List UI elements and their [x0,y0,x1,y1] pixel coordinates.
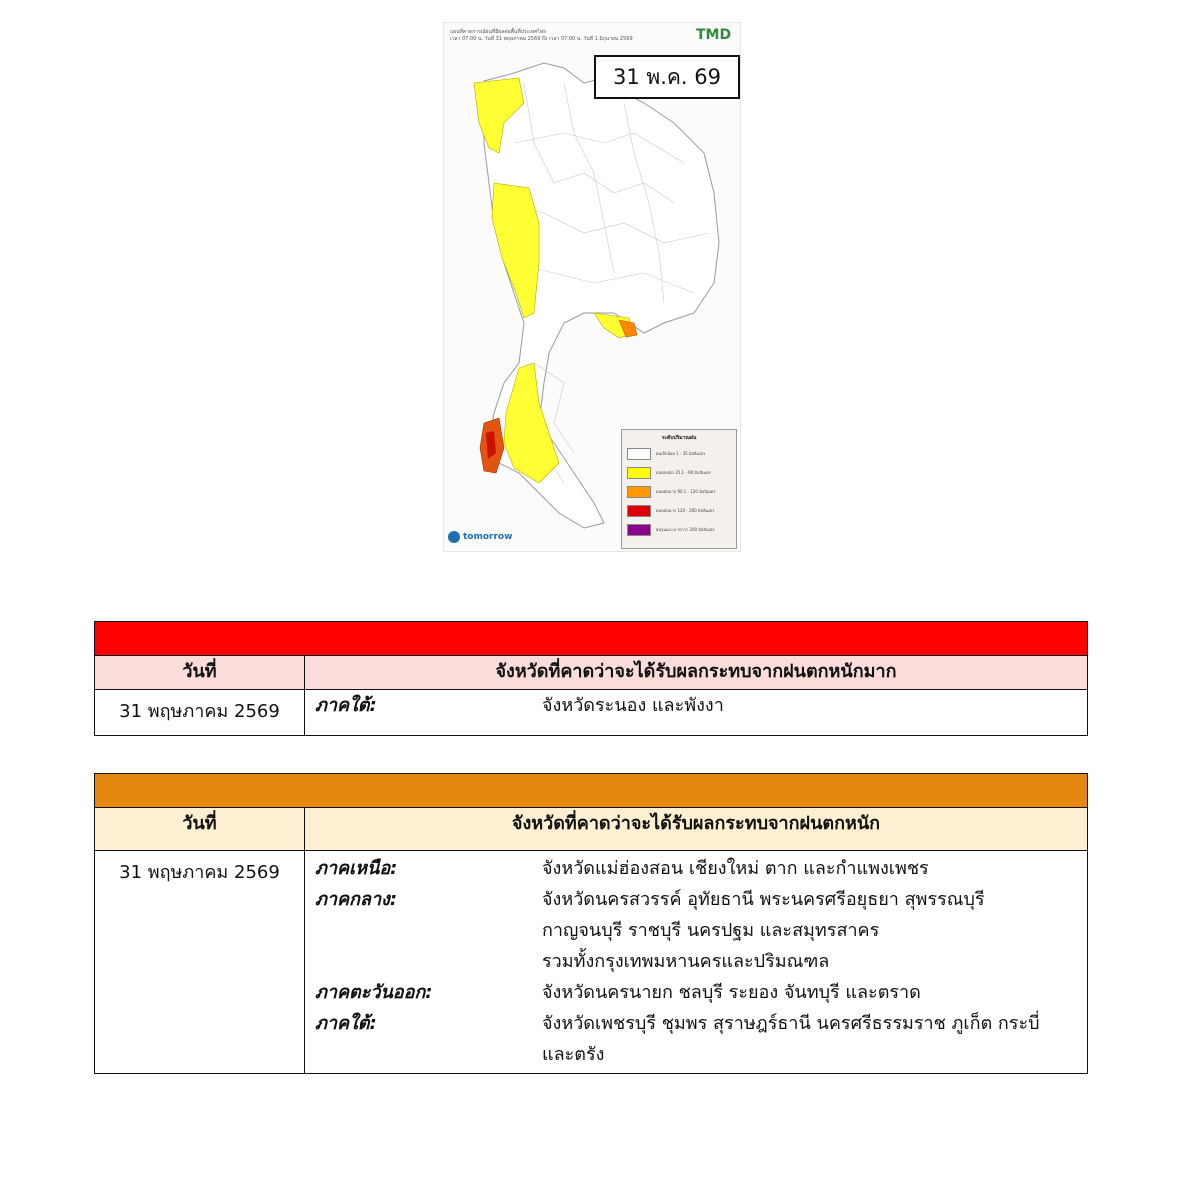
region-row [305,1008,1087,1039]
legend-item [627,484,731,499]
legend-swatch [627,448,651,460]
region-name: ภาคกลาง: [315,889,398,910]
legend-swatch [627,505,651,517]
region-name: ภาคตะวันออก: [315,982,433,1003]
region-provinces: จังหวัดนครสวรรค์ อุทัยธานี พระนครศรีอยุธยา สุพรรณบุรี [542,889,985,910]
legend-label: ฝนหนักมาก 120 - 200 มิลลิเมตร [656,508,715,513]
legend-item [627,446,731,461]
date-cell: 31 พฤษภาคม 2569 [95,690,305,736]
map-header [450,29,680,43]
region-provinces: จังหวัดแม่ฮ่องสอน เชียงใหม่ ตาก และกำแพงเพชร [542,858,929,879]
tomorrow-logo-icon [448,531,460,543]
region-provinces: และตรัง [542,1044,605,1065]
region-row [305,884,1087,915]
rain-forecast-map [443,22,741,552]
map-date-label: 31 พ.ค. 69 [594,55,740,99]
provinces-cell [305,851,1088,1074]
region-row-continued [305,946,1087,977]
region-row-continued [305,1039,1087,1070]
map-header-line1: แผนที่คาดการณ์ฝนที่มีผลต่อพื้นที่ประเทศไทย [450,29,547,35]
region-provinces: รวมทั้งกรุงเทพมหานครและปริมณฑล [542,951,830,972]
tomorrow-brand-label: tomorrow [463,532,513,542]
heavy-rain-table [94,773,1088,1074]
col-header-date: วันที่ [95,656,305,690]
legend-swatch [627,467,651,479]
region-provinces: กาญจนบุรี ราชบุรี นครปฐม และสมุทรสาคร [542,920,880,941]
legend-swatch [627,524,651,536]
region-row-continued [305,915,1087,946]
legend-swatch [627,486,651,498]
region-row [305,690,1087,721]
region-provinces: จังหวัดเพชรบุรี ชุมพร สุราษฎร์ธานี นครศรีธรรมราช ภูเก็ต กระบี่ [542,1013,1040,1034]
legend-label: ฝนเล็กน้อย 1 - 35 มิลลิเมตร [656,451,706,456]
legend-item [627,522,731,537]
date-cell: 31 พฤษภาคม 2569 [95,851,305,1074]
map-legend [621,429,737,549]
region-provinces: จังหวัดระนอง และพังงา [542,695,724,716]
legend-label: ฝนหนักมาก 90.1 - 120 มิลลิเมตร [656,489,716,494]
legend-title: ระดับปริมาณฝน [661,435,697,441]
region-name: ภาคใต้: [315,695,377,716]
col-header-date: วันที่ [95,808,305,851]
very-heavy-rain-table [94,621,1088,736]
legend-item [627,465,731,480]
legend-label: ฝนตกหนัก 35.1 - 90 มิลลิเมตร [656,470,711,475]
region-name: ภาคใต้: [315,1013,377,1034]
region-name: ภาคเหนือ: [315,858,398,879]
legend-item [627,503,731,518]
col-header-provinces: จังหวัดที่คาดว่าจะได้รับผลกระทบจากฝนตกหนักมาก [305,656,1088,690]
heavy-color-bar [95,774,1088,808]
tmd-logo: TMD [696,27,732,43]
region-provinces: จังหวัดนครนายก ชลบุรี ระยอง จันทบุรี และตราด [542,982,921,1003]
very-heavy-color-bar [95,622,1088,656]
tomorrow-brand [448,531,512,543]
legend-label: ฝนรุนแรง มากกว่า 200 มิลลิเมตร [656,527,715,532]
map-header-line2: เวลา 07:00 น. วันที่ 31 พฤษภาคม 2569 ถึง เวลา 07:00 น. วันที่ 1 มิถุนายน 2569 [450,36,633,42]
col-header-provinces: จังหวัดที่คาดว่าจะได้รับผลกระทบจากฝนตกหนัก [305,808,1088,851]
provinces-cell [305,690,1088,736]
region-row [305,977,1087,1008]
region-row [305,853,1087,884]
